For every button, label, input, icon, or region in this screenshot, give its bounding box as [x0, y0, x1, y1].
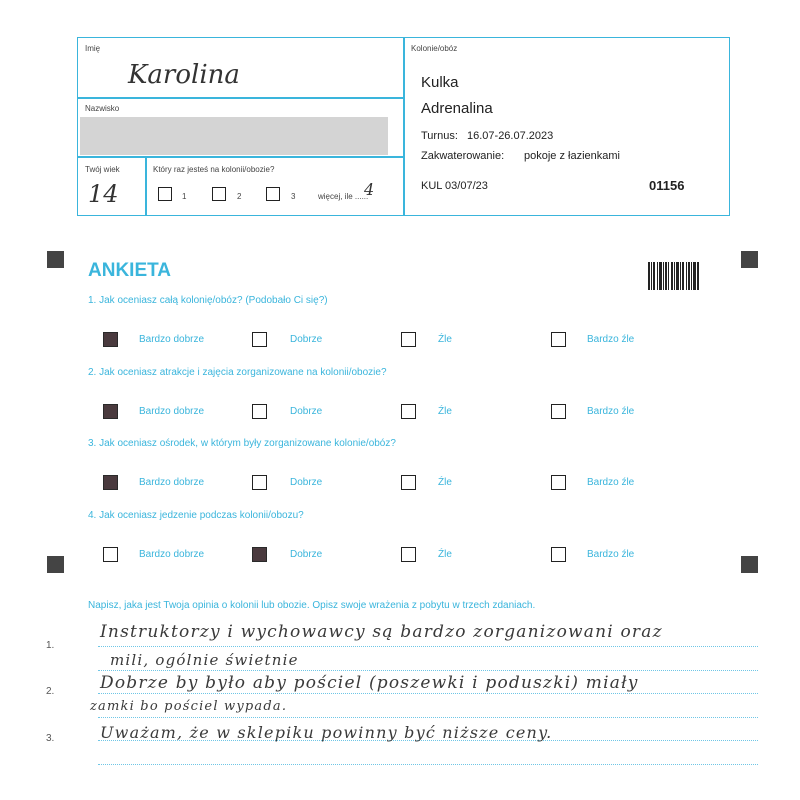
question-3-option-3-checkbox[interactable] [401, 475, 416, 490]
redacted-surname [80, 117, 388, 155]
alignment-marker-top-right [741, 251, 758, 268]
question-3-text: 3. Jak oceniasz ośrodek, w którym były zorganizowane kolonie/obóz? [88, 438, 396, 449]
visit-option-3-checkbox[interactable] [266, 187, 280, 201]
question-3-option-4-checkbox[interactable] [551, 475, 566, 490]
opinion-line-3[interactable]: Dobrze by było aby pościel (poszewki i poduszki) miały [100, 673, 639, 693]
question-1-option-1-checkbox[interactable] [103, 332, 118, 347]
question-2-option-2-label: Dobrze [290, 406, 323, 417]
question-1-option-4-label: Bardzo źle [587, 334, 635, 345]
question-3-option-2-checkbox[interactable] [252, 475, 267, 490]
question-2-text: 2. Jak oceniasz atrakcje i zajęcia zorganizowane na kolonii/obozie? [88, 367, 387, 378]
line-number-2: 2. [46, 686, 55, 697]
imie-value[interactable]: Karolina [128, 60, 240, 90]
question-1-option-2-checkbox[interactable] [252, 332, 267, 347]
survey-title: ANKIETA [88, 260, 172, 281]
question-4-option-3-checkbox[interactable] [401, 547, 416, 562]
opinion-line-4[interactable]: zamki bo pościel wypada. [90, 699, 288, 714]
visit-option-2-checkbox[interactable] [212, 187, 226, 201]
zakwaterowanie-label: Zakwaterowanie: [421, 150, 505, 162]
writing-line [98, 670, 758, 671]
question-4-option-4-checkbox[interactable] [551, 547, 566, 562]
opinion-line-1[interactable]: Instruktorzy i wychowawcy są bardzo zorganizowani oraz [100, 622, 663, 642]
question-3-option-3-label: Źle [438, 477, 452, 488]
zakwaterowanie-value: pokoje z łazienkami [524, 150, 620, 162]
opinion-prompt: Napisz, jaka jest Twoja opinia o kolonii lub obozie. Opisz swoje wrażenia z pobytu w trzech zdaniach. [88, 600, 536, 611]
turnus-label: Turnus: [421, 130, 458, 142]
visit-option-1-label: 1 [182, 192, 187, 201]
camp-code: KUL 03/07/23 [421, 180, 488, 192]
line-number-1: 1. [46, 640, 55, 651]
question-2-option-1-checkbox[interactable] [103, 404, 118, 419]
question-2-option-4-checkbox[interactable] [551, 404, 566, 419]
visit-option-1-checkbox[interactable] [158, 187, 172, 201]
question-4-option-3-label: Źle [438, 549, 452, 560]
line-number-3: 3. [46, 733, 55, 744]
alignment-marker-bottom-left [47, 556, 64, 573]
visit-option-2-label: 2 [237, 192, 242, 201]
visit-option-3-label: 3 [291, 192, 296, 201]
opinion-line-2[interactable]: mili, ogólnie świetnie [110, 651, 299, 669]
question-1-option-2-label: Dobrze [290, 334, 323, 345]
question-1-option-4-checkbox[interactable] [551, 332, 566, 347]
wiecej-value[interactable]: 4 [364, 180, 375, 199]
question-3-option-1-checkbox[interactable] [103, 475, 118, 490]
question-2-option-3-label: Źle [438, 406, 452, 417]
question-2-option-2-checkbox[interactable] [252, 404, 267, 419]
question-2-option-3-checkbox[interactable] [401, 404, 416, 419]
question-4-option-1-label: Bardzo dobrze [139, 549, 205, 560]
question-1-option-1-label: Bardzo dobrze [139, 334, 205, 345]
kolonia-type: Adrenalina [421, 100, 493, 117]
kolonie-label: Kolonie/obóz [411, 44, 458, 53]
writing-line [98, 693, 758, 694]
wiek-label: Twój wiek [85, 165, 120, 174]
barcode [648, 262, 700, 290]
alignment-marker-bottom-right [741, 556, 758, 573]
question-4-text: 4. Jak oceniasz jedzenie podczas kolonii/obozu? [88, 510, 304, 521]
nazwisko-label: Nazwisko [85, 104, 120, 113]
question-2-option-4-label: Bardzo źle [587, 406, 635, 417]
writing-line [98, 764, 758, 765]
form-number: 01156 [649, 178, 685, 193]
wiek-value[interactable]: 14 [88, 180, 119, 208]
opinion-line-5[interactable]: Uważam, że w sklepiku powinny być niższe ceny. [100, 723, 553, 742]
writing-line [98, 717, 758, 718]
question-4-option-1-checkbox[interactable] [103, 547, 118, 562]
alignment-marker-top-left [47, 251, 64, 268]
question-3-option-1-label: Bardzo dobrze [139, 477, 205, 488]
ktory-raz-label: Który raz jesteś na kolonii/obozie? [153, 165, 275, 174]
question-1-text: 1. Jak oceniasz całą kolonię/obóz? (Podobało Ci się?) [88, 295, 328, 306]
question-4-option-4-label: Bardzo źle [587, 549, 635, 560]
question-1-option-3-checkbox[interactable] [401, 332, 416, 347]
writing-line [98, 646, 758, 647]
imie-label: Imię [85, 44, 101, 53]
kolonia-name: Kulka [421, 74, 459, 91]
question-3-option-4-label: Bardzo źle [587, 477, 635, 488]
question-2-option-1-label: Bardzo dobrze [139, 406, 205, 417]
turnus-value: 16.07-26.07.2023 [467, 130, 554, 142]
question-4-option-2-label: Dobrze [290, 549, 323, 560]
question-3-option-2-label: Dobrze [290, 477, 323, 488]
question-4-option-2-checkbox[interactable] [252, 547, 267, 562]
wiecej-label: więcej, ile ...... [318, 192, 369, 201]
question-1-option-3-label: Źle [438, 334, 452, 345]
